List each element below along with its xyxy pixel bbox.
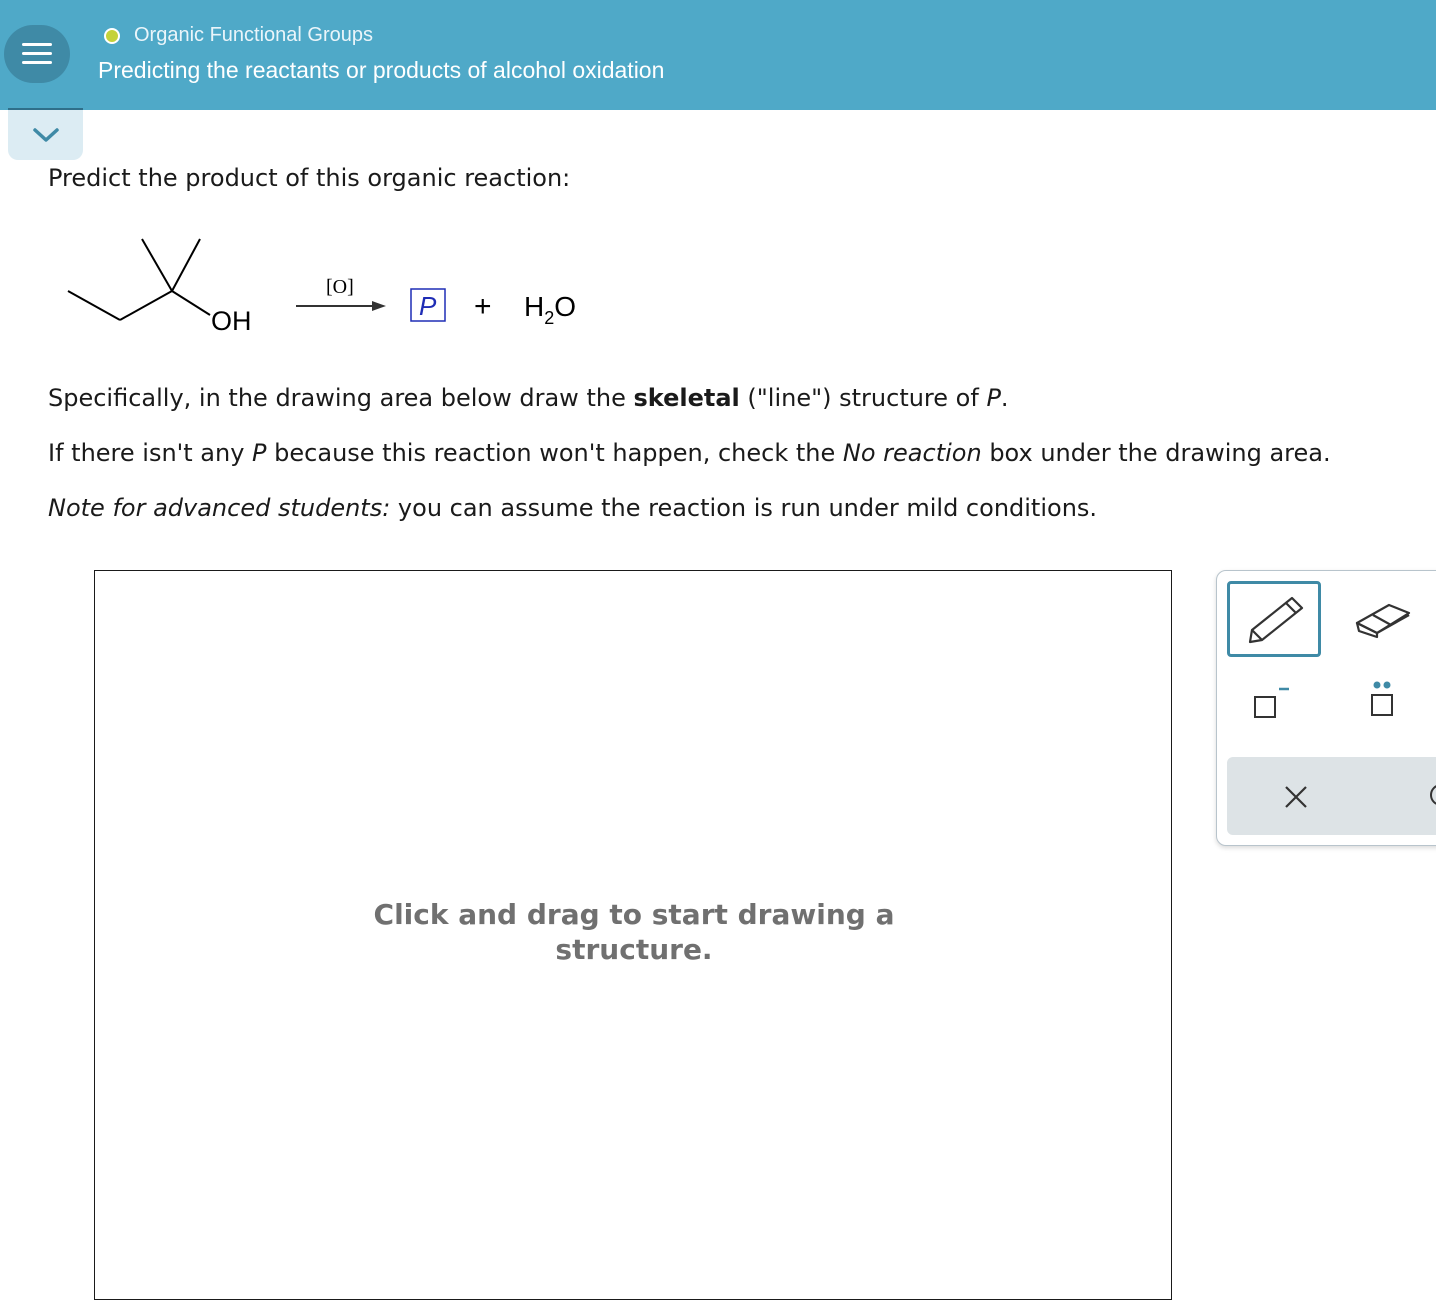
- undo-button[interactable]: [1417, 773, 1436, 819]
- pencil-icon: [1230, 584, 1318, 654]
- charge-tool-button[interactable]: [1239, 677, 1299, 727]
- chevron-down-icon: [32, 126, 60, 144]
- hamburger-icon: [22, 43, 52, 65]
- instruction-line-2: If there isn't any P because this reaction won't happen, check the No reaction box under the drawing area.: [48, 439, 1331, 467]
- topic-title: Organic Functional Groups: [134, 24, 374, 46]
- skeletal-emphasis: skeletal: [633, 384, 740, 412]
- pencil-tool-button[interactable]: [1227, 581, 1321, 657]
- tool-palette: [1216, 570, 1436, 846]
- menu-button[interactable]: [4, 25, 70, 83]
- variable-p: P: [252, 439, 267, 467]
- topic-status-dot: [104, 28, 120, 44]
- product-label: P: [419, 291, 437, 321]
- page-title: Predicting the reactants or products of alcohol oxidation: [98, 57, 665, 83]
- action-row: [1227, 757, 1436, 835]
- clear-button[interactable]: [1273, 771, 1319, 821]
- collapse-button[interactable]: [8, 110, 83, 160]
- eraser-icon: [1347, 585, 1417, 655]
- variable-p: P: [986, 384, 1001, 412]
- water-o: O: [554, 291, 577, 322]
- drawing-canvas[interactable]: [94, 570, 1172, 1300]
- question-prompt: Predict the product of this organic reaction:: [48, 164, 571, 192]
- lone-pair-icon: [1357, 675, 1417, 725]
- reactant-structure: [68, 239, 210, 320]
- instruction-line-3: Note for advanced students: you can assume the reaction is run under mild conditions.: [48, 494, 1098, 522]
- reaction-arrow: [296, 301, 386, 311]
- reagent-label: [O]: [326, 276, 354, 298]
- undo-icon: [1417, 773, 1436, 819]
- hydroxyl-label: OH: [211, 306, 252, 336]
- header-bar: [0, 0, 1436, 110]
- no-reaction-emphasis: No reaction: [842, 439, 982, 467]
- plus-sign: +: [474, 290, 492, 323]
- instruction-line-1: Specifically, in the drawing area below draw the skeletal ("line") structure of P.: [48, 384, 1009, 412]
- reaction-scheme: [60, 225, 660, 355]
- water-h: H: [524, 291, 545, 322]
- charge-icon: [1239, 677, 1299, 727]
- close-icon: [1273, 771, 1319, 821]
- lone-pair-tool-button[interactable]: [1357, 675, 1417, 725]
- drawing-hint: Click and drag to start drawing a structure.: [373, 898, 895, 966]
- eraser-tool-button[interactable]: [1347, 585, 1417, 655]
- advanced-note-label: Note for advanced students:: [48, 494, 391, 522]
- water-formula: [524, 291, 576, 328]
- water-subscript: 2: [544, 308, 555, 328]
